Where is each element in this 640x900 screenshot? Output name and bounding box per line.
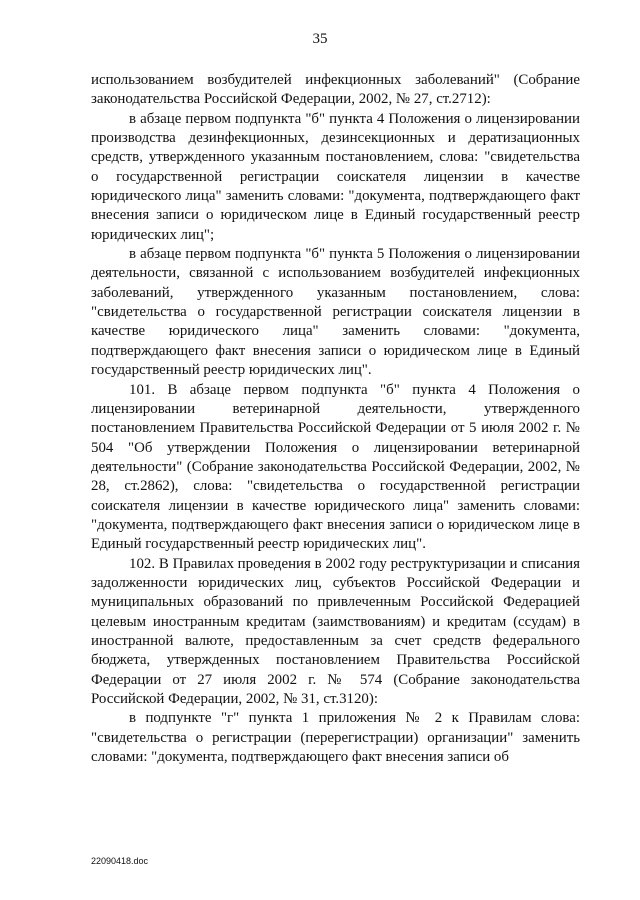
paragraph-item-101: 101. В абзаце первом подпункта "б" пункта 4 Положения о лицензировании ветеринарной деятельности, утвержденного постановлением Правительства Российской Федерации от 5 июля 2002 г. № 504 "Об утверждении Положения о лицензировании ветеринарной деятельности" (Собрание законодательства Российской Федерации, 2002, № 28, ст.2862), слова: "свидетельства о государственной регистрации соискателя лицензии в качестве юридического лица" заменить словами: "документа, подтверждающего факт внесения записи о юридическом лице в Единый государственный реестр юридических лиц".	[91, 381, 580, 553]
paragraph-item-102: 102. В Правилах проведения в 2002 году реструктуризации и списания задолженности юридических лиц, субъектов Российской Федерации и муниципальных образований по привлеченным Российской Федерацией целевым иностранным кредитам (заимствованиям) и кредитам (ссудам) в иностранной валюте, предоставленным за счет средств федерального бюджета, утвержденных постановлением Правительства Российской Федерации от 27 июля 2002 г. № 574 (Собрание законодательства Российской Федерации, 2002, № 31, ст.3120):	[91, 555, 580, 707]
paragraph-pathogen-license: в абзаце первом подпункта "б" пункта 5 Положения о лицензировании деятельности, связанной с использованием возбудителей инфекционных заболеваний, утвержденного указанным постановлением, слова: "свидетельства о государственной регистрации соискателя лицензии в качестве юридического лица" заменить словами: "документа, подтверждающего факт внесения записи о юридическом лице в Единый государственный реестр юридических лиц".	[91, 246, 580, 379]
page-number: 35	[312, 31, 328, 47]
paragraph-disinfection-license: в абзаце первом подпункта "б" пункта 4 Положения о лицензировании производства дезинфекционных, дезинсекционных и дератизационных средств, утвержденного указанным постановлением, слова: "свидетельства о государственной регистрации соискателя лицензии в качестве юридического лица" заменить словами: "документа, подтверждающего факт внесения записи о юридическом лице в Единый государственный реестр юридических лиц";	[91, 110, 580, 243]
paragraph-continuation: использованием возбудителей инфекционных заболеваний" (Собрание законодательства Российской Федерации, 2002, № 27, ст.2712):	[91, 72, 580, 108]
document-body	[91, 71, 580, 767]
paragraph-subitem-g: в подпункте "г" пункта 1 приложения № 2 к Правилам слова: "свидетельства о регистрации (перерегистрации) организации" заменить словами: "документа, подтверждающего факт внесения записи об	[91, 710, 580, 766]
footer-filename: 22090418.doc	[91, 856, 149, 866]
